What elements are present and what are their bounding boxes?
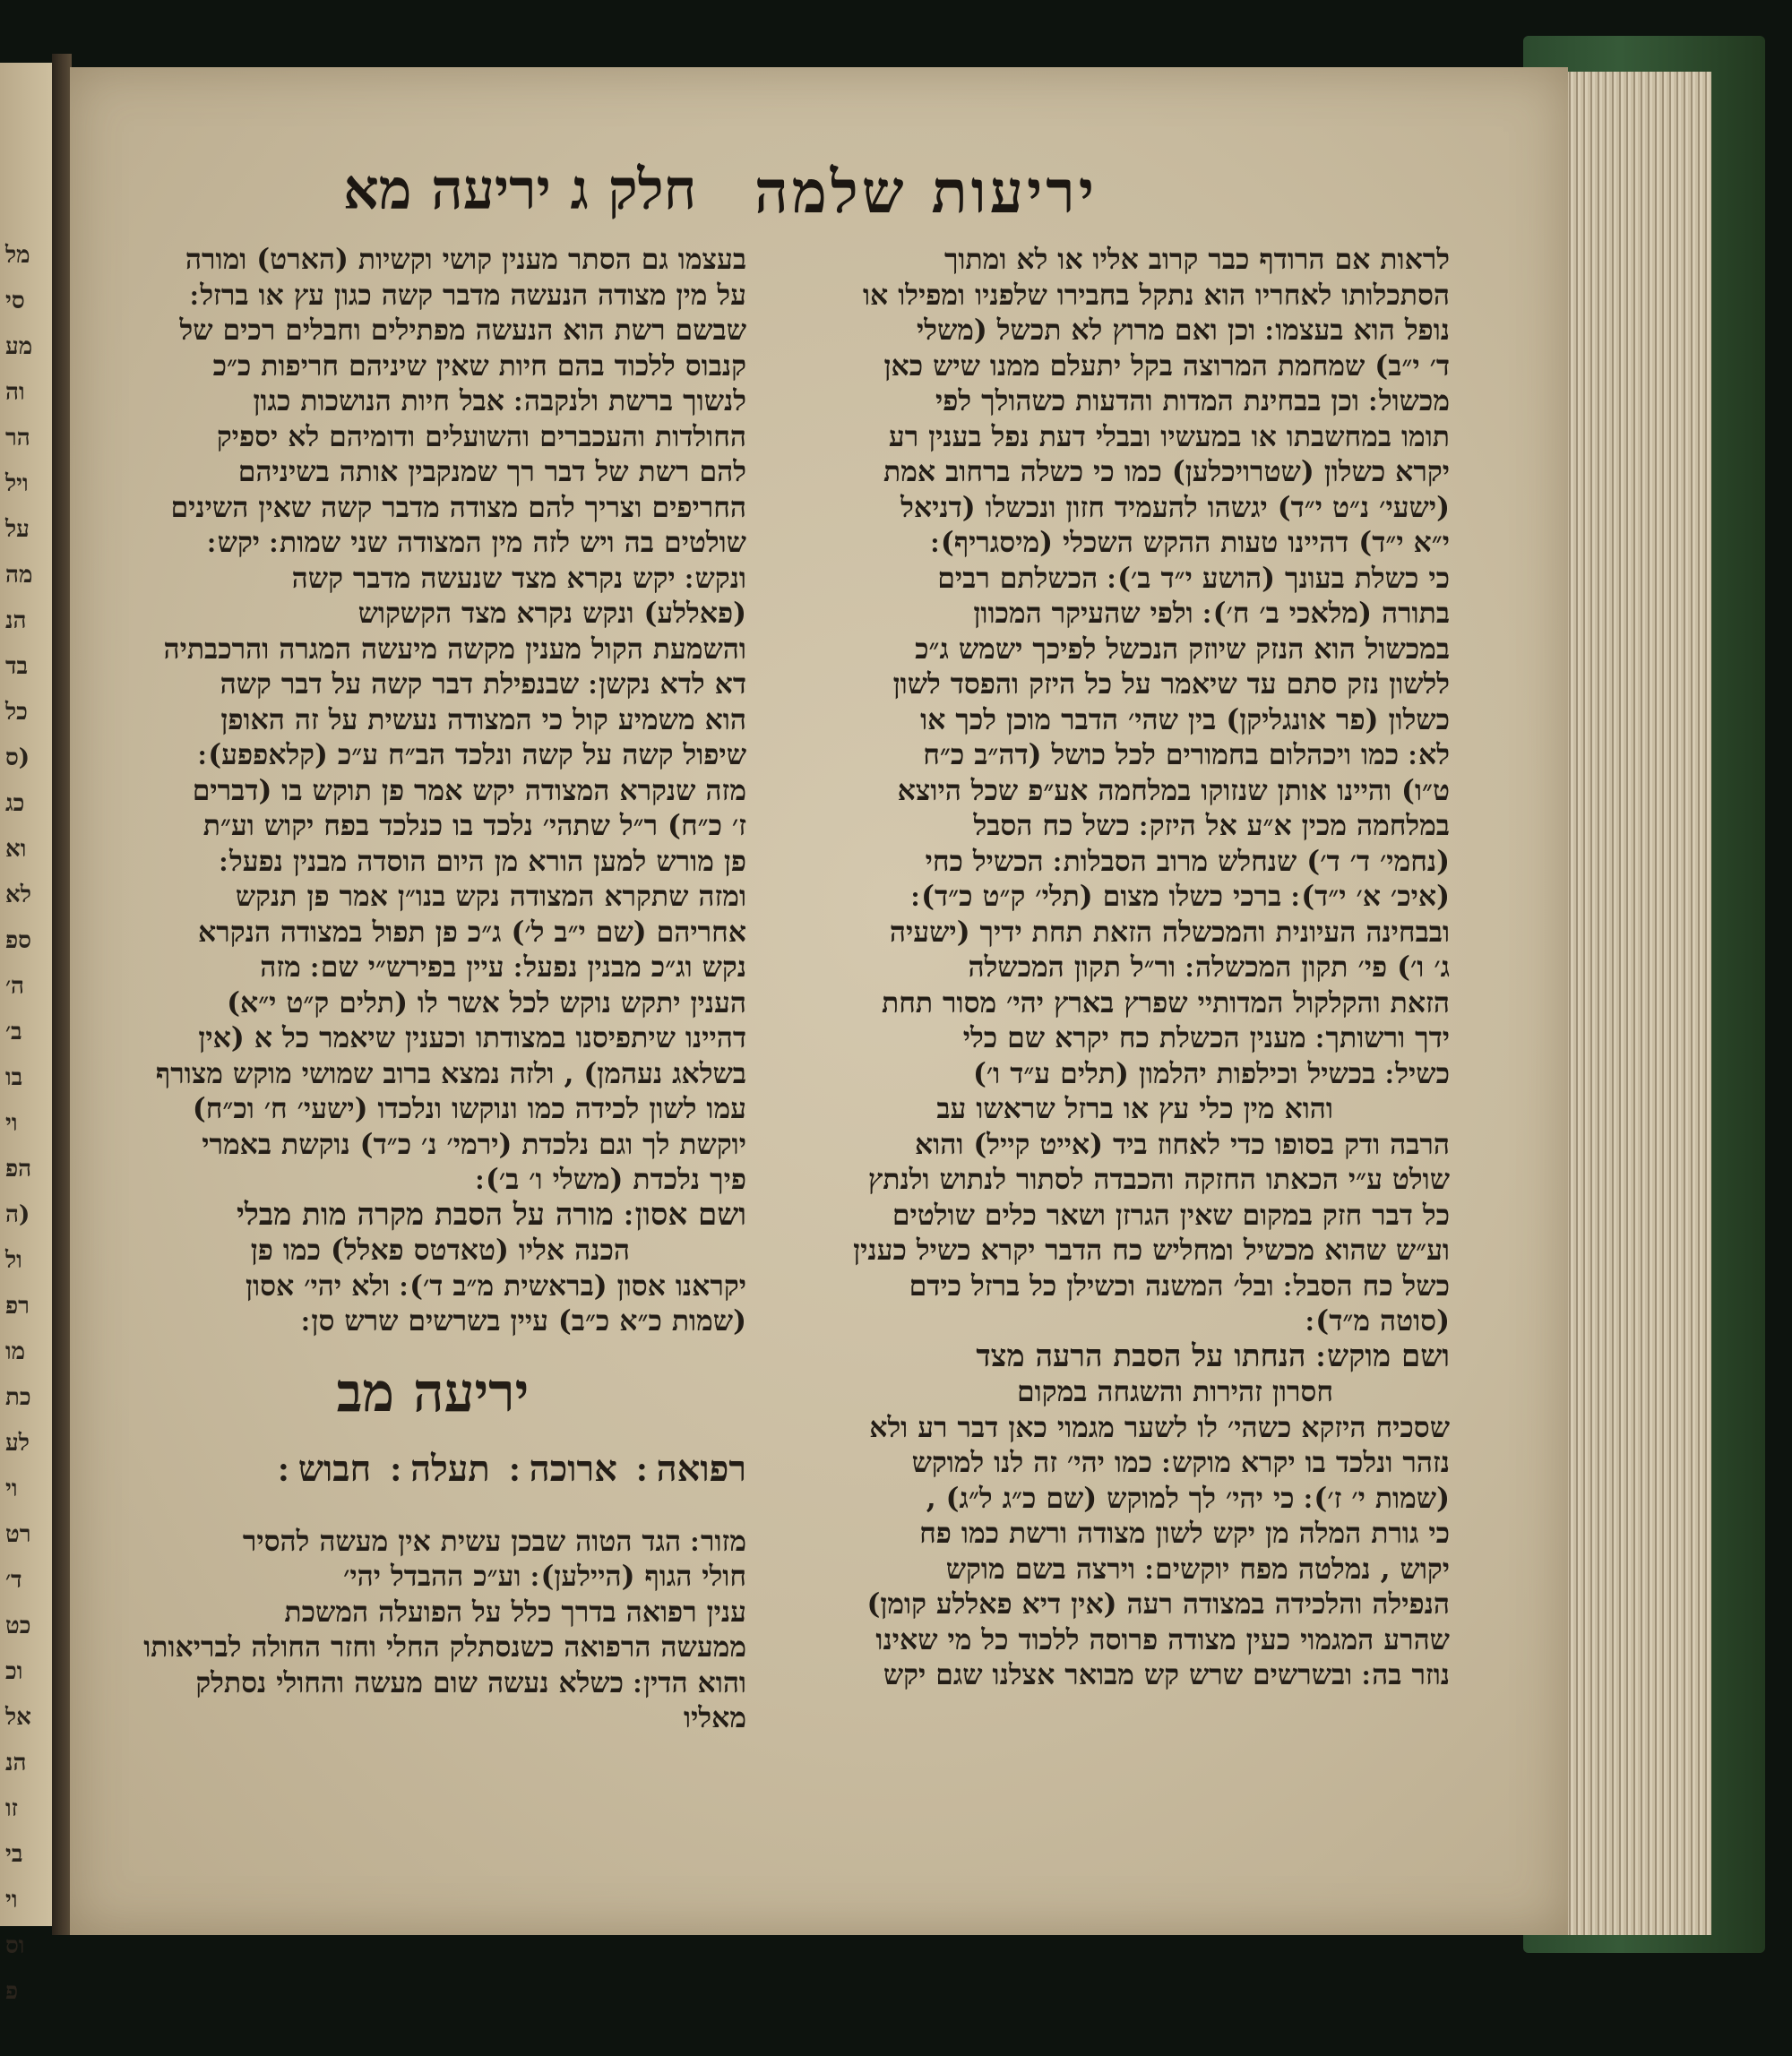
text-line: שבשם רשת הוא הנעשה מפתילים וחבלים רכים של bbox=[179, 314, 746, 347]
previous-page-text: כג bbox=[5, 790, 25, 817]
text-line: (סוטה מ״ד) ׃ bbox=[1305, 1304, 1450, 1338]
text-line: כשל כח הסבל ׃ ובל׳ המשנה וכשילן כל ברזל כידם bbox=[909, 1269, 1450, 1303]
text-line: הוא משמיע קול כי המצודה נעשית על זה האופן bbox=[220, 702, 746, 736]
previous-page-text: ה׳ bbox=[5, 973, 24, 1000]
previous-page-text: מה bbox=[5, 562, 33, 589]
text-line: אחריהם (שם י״ב ל׳) ג״כ פן תפול במצודה הנקרא bbox=[198, 915, 746, 949]
section-heading: יריעה מב bbox=[336, 1361, 530, 1424]
previous-page-text: וכ bbox=[5, 1658, 23, 1685]
text-line: פן מורש למען הורא מן היום הוסדה מבנין נפעל ׃ bbox=[220, 844, 746, 878]
previous-page-text: זו bbox=[5, 1795, 18, 1822]
previous-page-fragment bbox=[0, 63, 52, 2005]
text-line: נזהר ונלכד בו יקרא מוקש ׃ כמו יהי׳ זה לנו למוקש bbox=[911, 1446, 1450, 1479]
text-line: החריפים וצריך להם מצודה מדבר קשה שאין השינים bbox=[170, 490, 746, 524]
previous-page-text: לא bbox=[5, 882, 31, 908]
text-line: כשיל ׃ בכשיל וכילפות יהלמון (תלים ע״ד ו׳) bbox=[972, 1056, 1450, 1090]
book-gutter bbox=[52, 54, 72, 1935]
previous-page-text: ד׳ bbox=[5, 1567, 22, 1594]
previous-page-text: מע bbox=[5, 333, 33, 360]
text-line: לנשוך ברשת ולנקבה ׃ אבל חיות הנושכות כגון bbox=[253, 384, 746, 417]
text-line: נופל הוא בעצמו ׃ וכן ואם מרוץ לא תכשל (משלי bbox=[916, 314, 1450, 347]
text-line: הסתכלותו לאחריו הוא נתקל בחבירו שלפניו ומפילו או bbox=[862, 278, 1450, 312]
text-line: (איכ׳ א׳ י״ד) ׃ ברכי כשלו מצום (תלי׳ ק״ט כ״ד) ׃ bbox=[911, 880, 1450, 913]
text-line: ד׳ י״ב) שמחמת המרוצה בקל יתעלם ממנו שיש כאן bbox=[883, 348, 1450, 383]
text-line: יקרא כשלון (שטרויכלען) כמו כי כשלה ברחוב אמת bbox=[883, 455, 1450, 488]
previous-page-text: מל bbox=[5, 242, 30, 269]
previous-page-text: כל bbox=[5, 699, 28, 726]
keyword-line: ושם מוקש ׃ הנחתו על הסבת הרעה מצד bbox=[976, 1338, 1450, 1374]
previous-page-text: מו bbox=[5, 1338, 26, 1365]
text-line: כשלון (פר אונגליקן) בין שהי׳ הדבר מוכן לכך או bbox=[920, 702, 1450, 736]
text-line: יקוש , נמלטה מפח יוקשים ׃ וירצה בשם מוקש bbox=[945, 1552, 1450, 1586]
text-line: פיך נלכדת (משלי ו׳ ב׳) ׃ bbox=[475, 1163, 746, 1196]
text-line: שסכיח היזקא כשהי׳ לו לשער מגמוי כאן דבר רע ולא bbox=[869, 1410, 1450, 1444]
previous-page-text: ויל bbox=[5, 470, 29, 497]
text-line: ובבחינה העיונית והמכשלה הזאת תחת ידיך (ישעיה bbox=[889, 915, 1450, 949]
text-line: (נחמי׳ ד׳ ד׳) שנחלש מרוב הסבלות ׃ הכשיל כחי bbox=[925, 844, 1450, 878]
text-line: נוזר בה ׃ ובשרשים שרש קש מבואר אצלנו שגם יקש bbox=[883, 1658, 1450, 1691]
previous-page-text: הפ bbox=[5, 1156, 32, 1183]
previous-page-text: אל bbox=[5, 1704, 31, 1731]
text-line: (ישעי׳ נ״ט י״ד) יגשהו להעמיד חזון ונכשלו (דניאל bbox=[900, 490, 1450, 524]
text-line: דא לדא נקשן ׃ שבנפילת דבר קשה על דבר קשה bbox=[220, 667, 746, 701]
text-line: עמו לשון לכידה כמו ונוקשו ונלכדו (ישעי׳ ח׳ וכ״ח) bbox=[192, 1092, 746, 1125]
previous-page-text: על bbox=[5, 516, 30, 543]
text-line: הרבה ודק בסופו כדי לאחוז ביד (אייט קייל) והוא bbox=[914, 1127, 1450, 1161]
previous-page-text: וי bbox=[5, 1110, 18, 1137]
text-line: (פאללע) ונקש נקרא מצד הקשקוש bbox=[358, 597, 746, 630]
text-line: כי גורת המלה מן יקש לשון מצודה ורשת כמו פח bbox=[919, 1517, 1450, 1550]
text-line: יוקשת לך וגם נלכדת (ירמי׳ נ׳ כ״ד) נוקשת באמרי bbox=[202, 1127, 746, 1161]
text-line: במכשול הוא הנזק שיוזק הנכשל לפיכך ישמש ג״כ bbox=[915, 632, 1450, 666]
page-edges bbox=[1559, 72, 1711, 1935]
keyword-line: ושם אסון ׃ מורה על הסבת מקרה מות מבלי bbox=[236, 1196, 746, 1233]
text-line: הנפילה והלכידה במצודה רעה (אין דיא פאללע קומן) bbox=[866, 1587, 1450, 1621]
text-line: החולדות והעכברים והשועלים ודומיהם לא יספיק bbox=[216, 419, 746, 453]
text-line: והוא הדין ׃ כשלא נעשה שום מעשה והחולי נסתלק bbox=[195, 1665, 746, 1699]
previous-page-text: בי bbox=[5, 1841, 23, 1868]
previous-page-text: פ bbox=[5, 1978, 19, 2005]
book-page bbox=[70, 67, 1568, 1935]
text-line: (שמות י׳ ז׳) ׃ כי יהי׳ לך למוקש (שם כ״ג ל״ג) , bbox=[926, 1481, 1450, 1515]
text-line: תומו במחשבתו או במעשיו ובבלי דעת נפל בענין רע bbox=[888, 419, 1450, 453]
text-line: ענין רפואה בדרך כלל על הפועלה המשכת bbox=[284, 1595, 746, 1629]
text-line: חסרון זהירות והשגחה במקום bbox=[1017, 1375, 1333, 1408]
text-line: מכשול ׃ וכן בבחינת המדות והדעות כשהולך לפי bbox=[935, 384, 1450, 417]
previous-page-text: וא bbox=[5, 836, 27, 863]
previous-page-text: הנ bbox=[5, 1750, 27, 1776]
text-line: יקראנו אסון (בראשית מ״ב ד׳) ׃ ולא יהי׳ אסון bbox=[246, 1269, 746, 1303]
previous-page-text: וי bbox=[5, 1475, 18, 1502]
section-keywords: רפואה ׃ ארוכה ׃ תעלה ׃ חבוש ׃ bbox=[278, 1447, 746, 1490]
text-line: ג׳ ו׳) פי׳ תקון המכשלה ׃ ור״ל תקון המכשלה bbox=[968, 951, 1450, 984]
text-line: דהיינו שיתפיסנו במצודתו וכענין שיאמר כל א (אין bbox=[198, 1021, 746, 1054]
text-line: שהרע המגמוי כעין מצודה פרוסה ללכוד כל מי שאינו bbox=[875, 1622, 1450, 1656]
text-line: לא ׃ כמו ויכהלום בחמורים לכל כושל (דה״ב כ״ח bbox=[923, 738, 1450, 771]
previous-page-text: לע bbox=[5, 1430, 30, 1457]
previous-page-text: רט bbox=[5, 1521, 31, 1548]
text-line: חולי הגוף (היילען) ׃ וע״כ ההבדל יהי׳ bbox=[343, 1560, 746, 1593]
text-line: שולט ע״י הכאתו החזקה והכבדה לסתור לנתוש ולנתץ bbox=[867, 1163, 1450, 1196]
text-line: במלחמה מכין א״ע אל היזק ׃ כשל כח הסבל bbox=[973, 809, 1450, 842]
text-line: נקש וג״כ מבנין נפעל ׃ עיין בפירש״י שם ׃ מזה bbox=[260, 951, 746, 984]
text-line: כל דבר חזק במקום שאין הגרזן ושאר כלים שולטים bbox=[892, 1198, 1450, 1232]
previous-page-text: הר bbox=[5, 425, 30, 452]
previous-page-text: ב׳ bbox=[5, 1019, 22, 1045]
text-line: קנבוס ללכוד בהם חיות שאין שיניהם חריפות כ״כ bbox=[212, 348, 746, 383]
previous-page-text: הנ bbox=[5, 607, 27, 634]
previous-page-text: רפ bbox=[5, 1293, 30, 1320]
text-line: להם רשת של דבר רך שמנקבין אותה בשיניהם bbox=[237, 455, 746, 488]
previous-page-text: (ה bbox=[5, 1201, 30, 1228]
text-line: מאליו bbox=[684, 1701, 746, 1734]
text-line: הענין יתקש נוקש לכל אשר לו (תלים ק״ט י״א) bbox=[227, 985, 746, 1019]
header-section-title: חלק ג יריעה מא bbox=[343, 157, 697, 222]
text-line: שולטים בה ויש לזה מין המצודה שני שמות ׃ יקש ׃ bbox=[207, 526, 746, 559]
previous-page-text: וי bbox=[5, 1887, 18, 1914]
text-line: בתורה (מלאכי ב׳ ח׳) ׃ ולפי שהעיקר המכוון bbox=[973, 597, 1450, 630]
previous-page-text: סי bbox=[5, 288, 25, 314]
text-line: ט״ו) והיינו אותן שנזוקו במלחמה אע״פ שכל היוצא bbox=[897, 773, 1450, 807]
previous-page-text: כת bbox=[5, 1384, 31, 1411]
left-text-column bbox=[119, 242, 746, 1736]
text-line: והשמעת הקול מענין מקשה מיעשה המגרה והרכבתיה bbox=[163, 632, 746, 666]
text-line: הזאת והקלקול המדותיי שפרץ בארץ יהי׳ מסור תחת bbox=[882, 985, 1450, 1019]
previous-page-text: בו bbox=[5, 1064, 23, 1091]
previous-page-text: ול bbox=[5, 1247, 22, 1274]
text-line: כי כשלת בעונך (הושע י״ד ב׳) ׃ הכשלתם רבים bbox=[937, 561, 1450, 595]
text-line: (שמות כ״א כ״ב) עיין בשרשים שרש סן ׃ bbox=[301, 1304, 746, 1338]
text-line: מזה שנקרא המצודה יקש אמר פן תוקש בו (דברים bbox=[192, 773, 746, 807]
text-line: הכנה אליו (טאדטס פאלל) כמו פן bbox=[250, 1234, 630, 1267]
previous-page-text: וס bbox=[5, 1932, 25, 1959]
previous-page-text: (ס bbox=[5, 744, 30, 771]
text-line: בעצמו גם הסתר מענין קושי וקשיות (הארט) ומורה bbox=[185, 243, 746, 276]
text-line: ונקש ׃ יקש נקרא מצד שנעשה מדבר קשה bbox=[291, 561, 746, 595]
right-text-column bbox=[773, 242, 1450, 1693]
text-line: ללשון נזק סתם עד שיאמר על כל היזק והפסד לשון bbox=[892, 667, 1450, 701]
previous-page-text: כט bbox=[5, 1613, 31, 1639]
text-line: וע״ש שהוא מכשיל ומחליש כח הדבר יקרא כשיל כענין bbox=[853, 1234, 1450, 1267]
text-line: לראות אם הרודף כבר קרוב אליו או לא ומתוך bbox=[943, 243, 1450, 276]
text-line: י״א י״ד) דהיינו טעות ההקש השכלי (מיסגריף) ׃ bbox=[930, 526, 1450, 559]
running-header bbox=[70, 152, 1568, 242]
text-line: בשלאג נעהמן) , ולזה נמצא ברוב שמושי מוקש מצורף bbox=[155, 1056, 746, 1090]
text-line: ז׳ כ״ח) ר״ל שתהי׳ נלכד בו כנלכד בפח יקוש וע״ת bbox=[202, 809, 746, 842]
text-line: על מין מצודה הנעשה מדבר קשה כגון עץ או ברזל ׃ bbox=[190, 278, 746, 312]
text-line: ידך ורשותך ׃ מענין הכשלת כח יקרא שם כלי bbox=[962, 1021, 1450, 1054]
text-line: ומזה שתקרא המצודה נקש בנו״ן אמר פן תנקש bbox=[235, 880, 746, 913]
previous-page-text: וה bbox=[5, 379, 25, 406]
header-book-title: יריעות שלמה bbox=[754, 157, 1098, 227]
text-line: מזור ׃ הגד הטוה שבכן עשית אין מעשה להסיר bbox=[242, 1524, 746, 1558]
text-line: ממעשה הרפואה כשנסתלק החלי וחזר החולה לבריאותו bbox=[143, 1630, 746, 1664]
previous-page-text: ספ bbox=[5, 927, 31, 954]
previous-page-text: בד bbox=[5, 653, 29, 680]
text-line: שיפול קשה על קשה ונלכד הב״ח ע״כ (קלאפפע) ׃ bbox=[198, 738, 746, 771]
text-line: והוא מין כלי עץ או ברזל שראשו עב bbox=[936, 1092, 1333, 1125]
